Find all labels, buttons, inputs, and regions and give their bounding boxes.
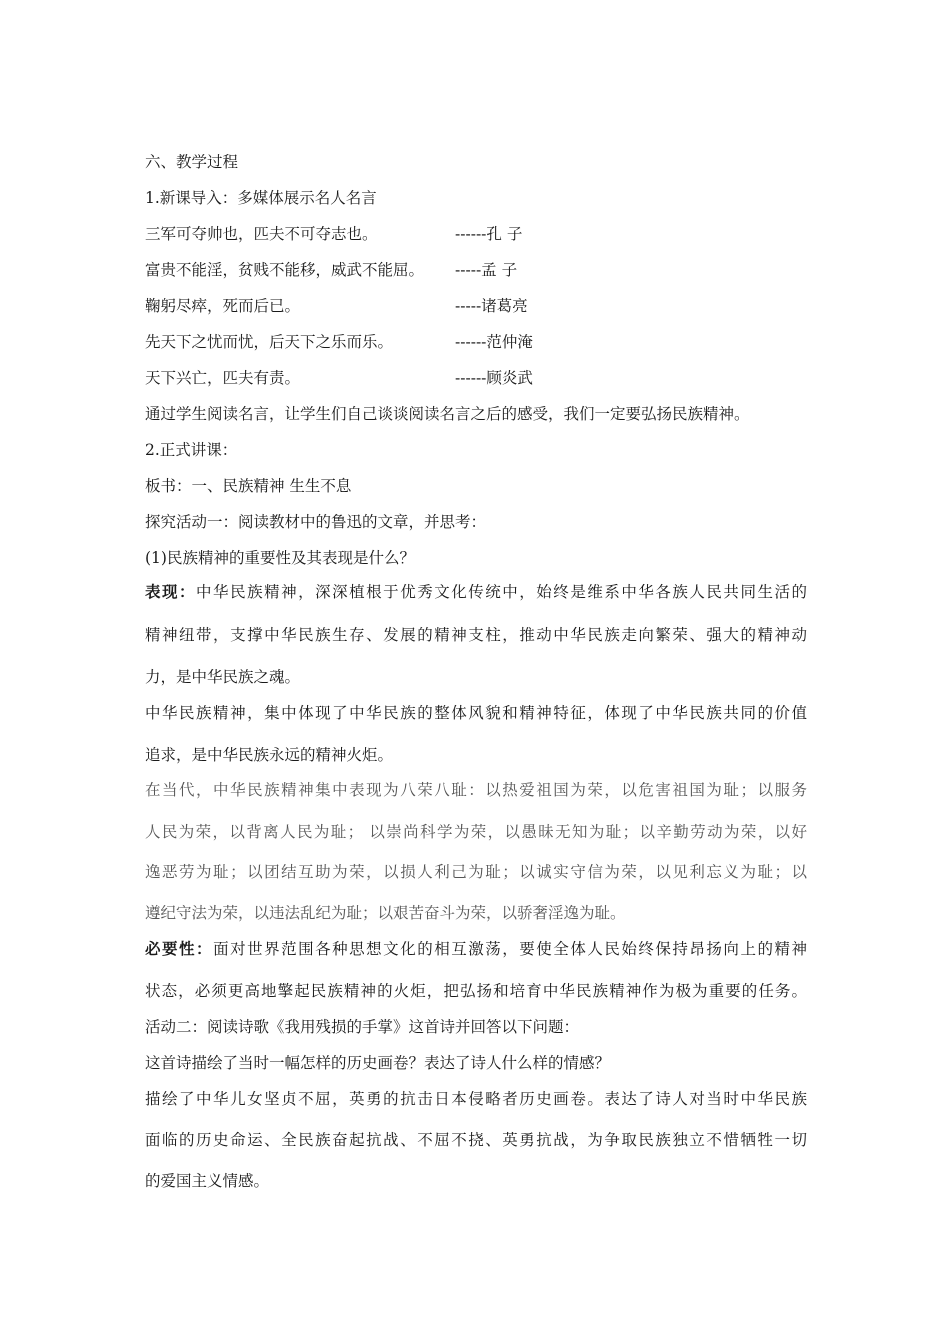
quote-author: ------孔 子: [455, 225, 523, 243]
quote-text: 鞠躬尽瘁，死而后已。: [145, 297, 301, 315]
quote-author: -----诸葛亮: [455, 297, 528, 315]
answer2-line: 描绘了中华儿女坚贞不屈，英勇的抗击日本侵略者历史画卷。表达了诗人对当时中华民族: [145, 1090, 807, 1108]
activity2-heading: 活动二：阅读诗歌《我用残损的手掌》这首诗并回答以下问题：: [145, 1018, 580, 1036]
dangdai-line: 人民为荣，以背离人民为耻； 以崇尚科学为荣，以愚昧无知为耻；以辛勤劳动为荣，以好: [145, 823, 807, 841]
step1-heading: 1.新课导入：多媒体展示名人名言: [145, 189, 377, 207]
step2-heading: 2.正式讲课：: [145, 441, 238, 459]
board-writing: 板书：一、民族精神 生生不息: [145, 477, 352, 495]
quote-author: -----孟 子: [455, 261, 518, 279]
biaoxian-line: 精神纽带，支撑中华民族生存、发展的精神支柱，推动中华民族走向繁荣、强大的精神动: [145, 626, 807, 644]
quote-text: 天下兴亡，匹夫有责。: [145, 369, 301, 387]
quote-text: 先天下之忧而忧，后天下之乐而乐。: [145, 333, 394, 351]
biyao-line: 状态，必须更高地擎起民族精神的火炬，把弘扬和培育中华民族精神作为极为重要的任务。: [145, 982, 807, 1000]
intro-summary: 通过学生阅读名言，让学生们自己谈谈阅读名言之后的感受，我们一定要弘扬民族精神。: [145, 405, 750, 423]
question2: 这首诗描绘了当时一幅怎样的历史画卷？表达了诗人什么样的情感？: [145, 1054, 611, 1072]
quote-author: ------范仲淹: [455, 333, 533, 351]
activity1-heading: 探究活动一：阅读教材中的鲁迅的文章，并思考：: [145, 513, 487, 531]
answer2-line: 的爱国主义情感。: [145, 1172, 270, 1190]
answer2-line: 面临的历史命运、全民族奋起抗战、不屈不挠、英勇抗战，为争取民族独立不惜牺牲一切: [145, 1131, 807, 1149]
quote-text: 三军可夺帅也，匹夫不可夺志也。: [145, 225, 378, 243]
biaoxian-line: 表现：中华民族精神，深深植根于优秀文化传统中，始终是维系中华各族人民共同生活的: [145, 582, 807, 601]
biaoxian-line: 力，是中华民族之魂。: [145, 668, 301, 686]
dangdai-line: 遵纪守法为荣，以违法乱纪为耻；以艰苦奋斗为荣，以骄奢淫逸为耻。: [145, 904, 626, 922]
quote-author: ------顾炎武: [455, 369, 533, 387]
zhengti-line: 中华民族精神，集中体现了中华民族的整体风貌和精神特征，体现了中华民族共同的价值: [145, 704, 807, 722]
zhengti-line: 追求，是中华民族永远的精神火炬。: [145, 746, 394, 764]
biyao-line: 必要性：面对世界范围各种思想文化的相互激荡，要使全体人民始终保持昂扬向上的精神: [145, 939, 807, 958]
biyao-label: 必要性：: [145, 939, 214, 958]
dangdai-line: 逸恶劳为耻；以团结互助为荣，以损人利己为耻；以诚实守信为荣，以见利忘义为耻；以: [145, 863, 807, 881]
biaoxian-label: 表现：: [145, 582, 197, 601]
section-title: 六、教学过程: [145, 153, 239, 171]
question1: (1)民族精神的重要性及其表现是什么？: [145, 549, 415, 567]
quote-text: 富贵不能淫，贫贱不能移，威武不能屈。: [145, 261, 425, 279]
dangdai-line: 在当代，中华民族精神集中表现为八荣八耻：以热爱祖国为荣，以危害祖国为耻；以服务: [145, 781, 807, 799]
